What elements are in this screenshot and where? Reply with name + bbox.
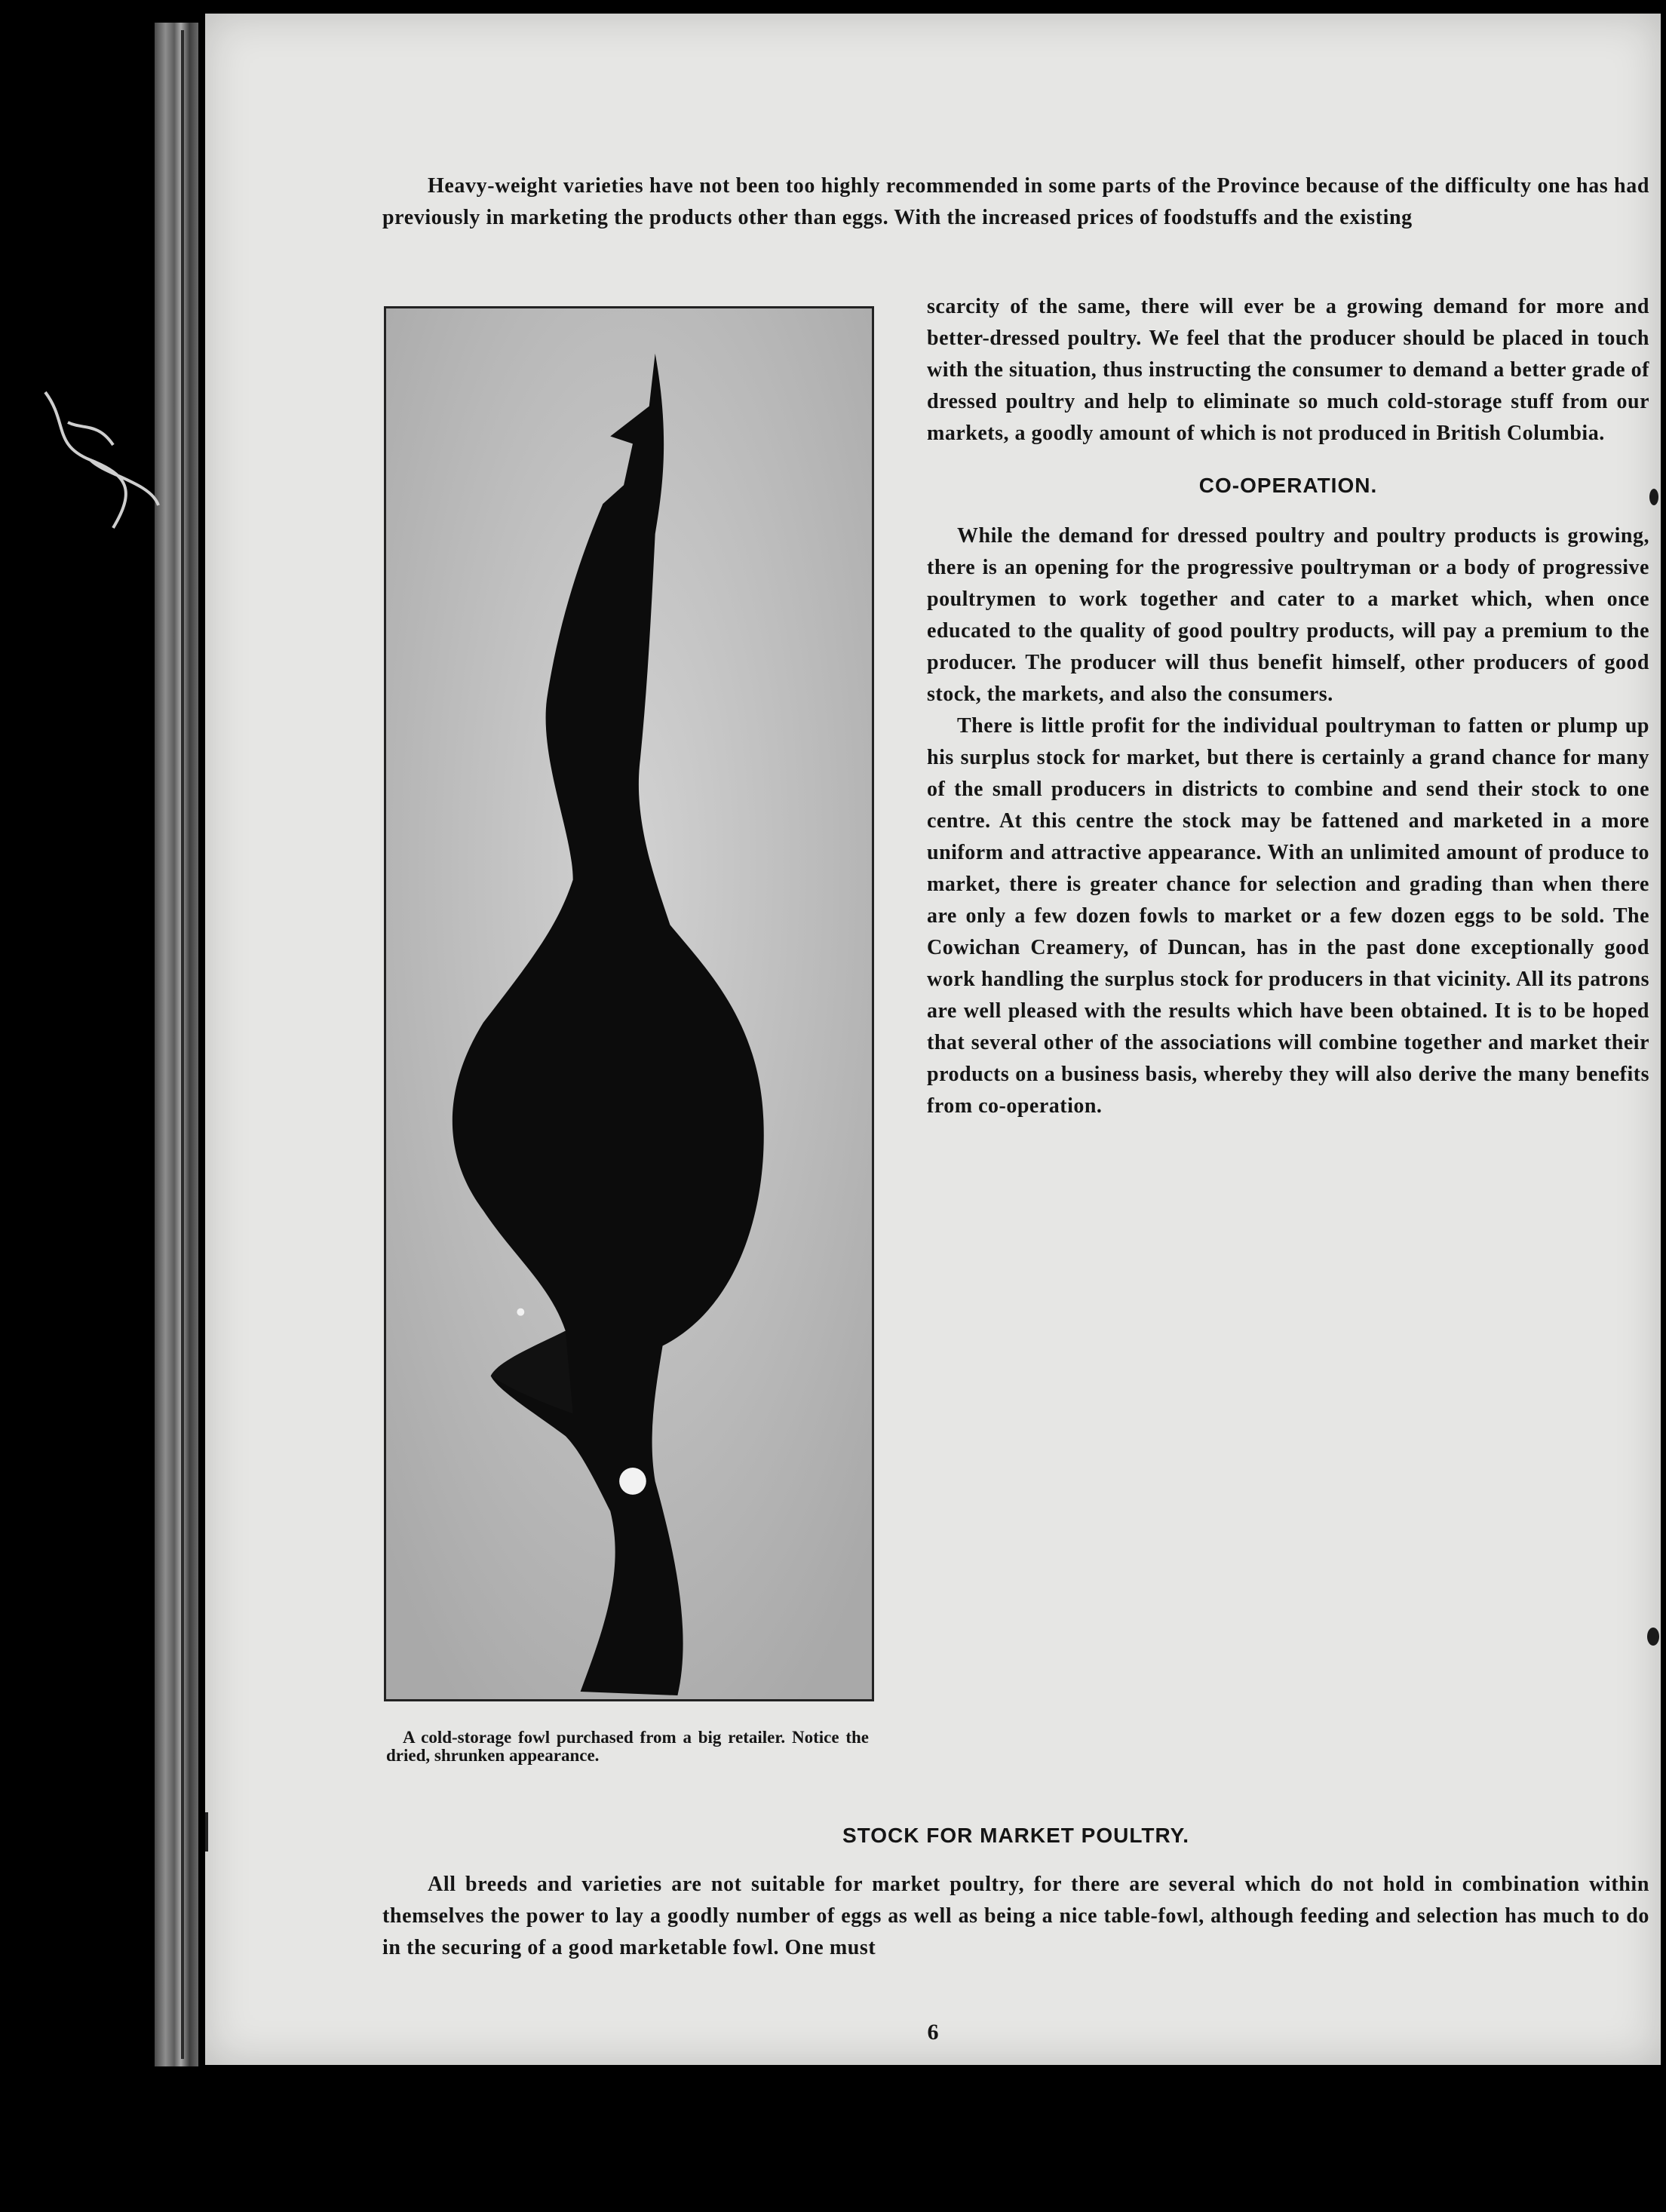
binding-shadow-line xyxy=(181,30,184,2059)
book-binding xyxy=(155,23,198,2066)
heading-stock-for-market-poultry: STOCK FOR MARKET POULTRY. xyxy=(842,1824,1190,1847)
page-number: 6 xyxy=(927,2020,939,2045)
cooperation-paragraph-1: While the demand for dressed poultry and poultry products is growing, there is an opening for the progressive poultryman or a body of progressive poultrymen to work together and cater to a market which, when once educated to the quality of good poultry products, will pay a premium to the producer. The producer will thus benefit himself, other producers of good stock, the markets, and also the consumers. xyxy=(927,524,1649,706)
cold-storage-fowl-photo xyxy=(384,306,874,1701)
intro-paragraph: Heavy-weight varieties have not been too highly recommended in some parts of the Province because of the difficulty one has had previously in marketing the products other than eggs. With the increased prices of foodstuffs and the existing xyxy=(382,174,1649,229)
margin-tick-mark xyxy=(205,1812,208,1852)
photo-caption: A cold-storage fowl purchased from a big retailer. Notice the dried, shrunken appearance. xyxy=(386,1728,869,1765)
cooperation-paragraph-2: There is little profit for the individual poultryman to fatten or plump up his surplus stock for market, but there is certainly a grand chance for many of the small producers in districts to combine and send their stock to one centre. At this centre the stock may be fattened and marketed in a more uniform and attractive appearance. With an unlimited amount of produce to market, there is greater chance for selection and grading than when there are only a few dozen fowls to market or a few dozen eggs to be sold. The Cowichan Creamery, of Duncan, has in the past done exceptionally good work handling the surplus stock for producers in that vicinity. All its patrons are well pleased with the results which have been obtained. It is to be hoped that several other of the associations will combine together and market their products on a business basis, whereby they will also derive the many benefits from co-operation. xyxy=(927,714,1649,1118)
ink-smudge xyxy=(1649,489,1658,505)
continued-paragraph: scarcity of the same, there will ever be a growing demand for more and better-dressed poultry. We feel that the producer should be placed in touch with the situation, thus instructing the consumer to demand a better grade of dressed poultry and help to eliminate so much cold-storage stuff from our markets, a goodly amount of which is not produced in British Columbia. xyxy=(927,295,1649,445)
stock-paragraph: All breeds and varieties are not suitable for market poultry, for there are several which do not hold in combination within themselves the power to lay a goodly number of eggs as well as being a nice table-fowl, although feeding and selection has much to do in the securing of a good marketable fowl. One must xyxy=(382,1873,1649,1959)
fowl-illustration xyxy=(386,308,872,1699)
ink-smudge xyxy=(1647,1628,1659,1646)
right-column xyxy=(927,291,1649,1122)
heading-cooperation: CO-OPERATION. xyxy=(1198,474,1378,497)
book-page xyxy=(205,14,1661,2065)
fiber-speck xyxy=(23,377,173,573)
